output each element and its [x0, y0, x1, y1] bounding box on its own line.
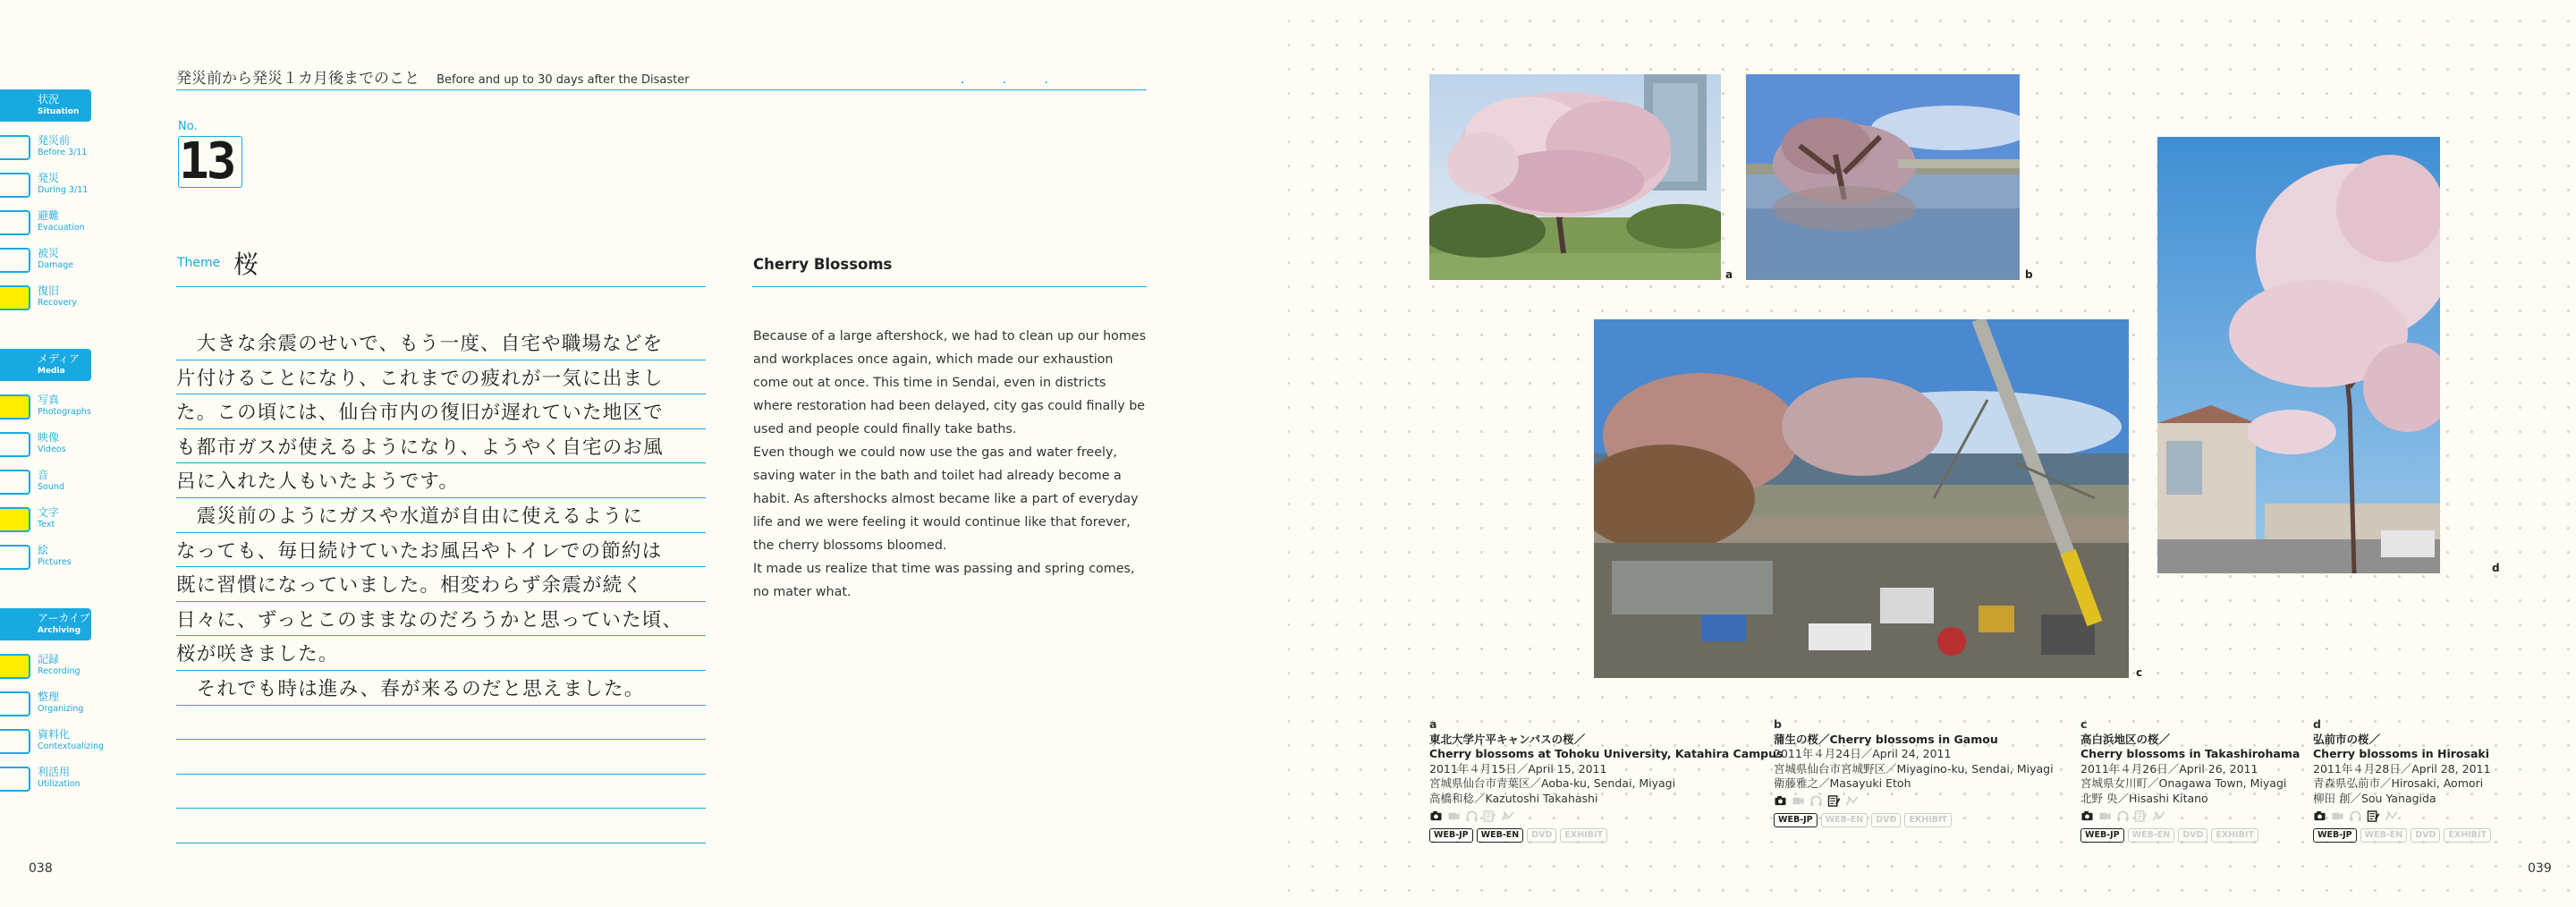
photo-caption-b [1774, 717, 2054, 827]
sidebar-item-marker [0, 545, 30, 570]
entry-number-label: No. [178, 120, 198, 133]
sidebar-item-marker [0, 691, 30, 716]
sidebar-item-label-en: Videos [38, 445, 66, 454]
caption-badges [1774, 813, 2054, 827]
sidebar-item-label-en: Photographs [38, 407, 91, 417]
sidebar-item-marker [0, 210, 30, 235]
sidebar-heading-en: Media [38, 367, 65, 376]
japanese-text-line: 震災前のようにガスや水道が自由に使えるように [176, 498, 706, 533]
sidebar-heading-jp: メディア [38, 352, 80, 365]
japanese-text-line: 呂に入れた人もいたようです。 [176, 463, 706, 498]
english-title: Cherry Blossoms [753, 256, 893, 273]
text-icon [2367, 810, 2380, 822]
page-number-right: 039 [2528, 861, 2552, 876]
sidebar-group-archiving [0, 608, 105, 803]
photo-c-letter: c [2136, 666, 2143, 679]
badge-dvd[interactable]: DVD [2411, 828, 2440, 843]
caption-badges [2080, 828, 2300, 843]
sidebar-item-marker [0, 285, 30, 310]
sidebar-item-label-en: Recovery [38, 298, 78, 308]
sidebar-item-label-jp: 文字 [38, 506, 60, 519]
caption-title-jp: 高白浜地区の桜／ [2080, 732, 2171, 746]
badge-exhibit[interactable]: EXHIBIT [2444, 828, 2491, 843]
camera-icon [2080, 810, 2094, 822]
sidebar-item-label-jp: 音 [38, 469, 49, 481]
japanese-text-line: 既に習慣になっていました。相変わらず余震が続く [176, 567, 706, 602]
photo-c-image [1594, 319, 2129, 678]
sidebar-item-marker [0, 654, 30, 679]
sidebar-item-label-jp: 資料化 [38, 728, 71, 741]
caption-date: 2011年４月26日／April 26, 2011 [2080, 761, 2258, 776]
sidebar-item-videos[interactable] [0, 431, 98, 469]
headphones-icon [2349, 810, 2362, 822]
sidebar-item-photographs[interactable] [0, 394, 98, 431]
sidebar-heading-archiving[interactable] [0, 608, 91, 640]
sidebar-item-recording[interactable] [0, 653, 98, 691]
camera-icon [2313, 810, 2326, 822]
sidebar-heading-situation[interactable] [0, 89, 91, 122]
pictures-icon [2385, 810, 2398, 822]
text-icon [1483, 810, 1496, 822]
sidebar-item-organizing[interactable] [0, 691, 98, 728]
entry-number: 13 [179, 132, 234, 191]
sidebar-item-marker [0, 173, 30, 198]
page-number-left: 038 [29, 861, 53, 876]
badge-dvd[interactable]: DVD [1527, 828, 1556, 843]
caption-badges [2313, 828, 2491, 843]
sidebar-item-label-jp: 整理 [38, 691, 60, 703]
japanese-text-line [176, 809, 706, 843]
headphones-icon [1465, 810, 1479, 822]
sidebar-item-damage[interactable] [0, 247, 98, 284]
sidebar-item-marker [0, 470, 30, 495]
sidebar-heading-en: Situation [38, 107, 80, 116]
photo-caption-d [2313, 717, 2491, 843]
sidebar-heading-jp: アーカイブ [38, 612, 90, 624]
japanese-text-line: 日々に、ずっとこのままなのだろうかと思っていた頃、 [176, 602, 706, 637]
chapter-title-en: Before and up to 30 days after the Disaster [436, 73, 690, 87]
caption-media-icons [2313, 810, 2491, 824]
caption-letter: a [1429, 717, 1437, 731]
caption-date: 2011年４月24日／April 24, 2011 [1774, 747, 1952, 761]
sidebar-heading-en: Archiving [38, 626, 81, 635]
pictures-icon [1845, 795, 1859, 807]
photo-a[interactable] [1429, 74, 1721, 280]
sidebar-group-media [0, 349, 98, 581]
sidebar-item-marker [0, 248, 30, 273]
sidebar-item-label-en: Utilization [38, 779, 80, 789]
pictures-icon [2152, 810, 2165, 822]
pictures-icon [1501, 810, 1514, 822]
japanese-body-text [176, 326, 706, 843]
badge-web-en[interactable]: WEB-EN [2128, 828, 2175, 843]
sidebar-item-label-en: Recording [38, 666, 80, 676]
caption-title-jp: 蒲生の桜／Cherry blossoms in Gamou [1774, 732, 1998, 746]
badge-dvd[interactable]: DVD [2178, 828, 2207, 843]
caption-title-en: Cherry blossoms at Tohoku University, Katahira Campus [1429, 747, 1784, 761]
theme-row [176, 242, 706, 287]
chapter-title-jp: 発災前から発災１カ月後までのこと [176, 70, 419, 88]
sidebar-heading-media[interactable] [0, 349, 91, 381]
caption-title-en: Cherry blossoms in Takashirohama [2080, 747, 2301, 761]
sidebar-item-recovery[interactable] [0, 284, 98, 322]
right-page [1288, 0, 2576, 907]
photo-a-letter: a [1725, 268, 1733, 281]
caption-place: 宮城県仙台市宮城野区／Miyagino-ku, Sendai, Miyagi [1774, 761, 2054, 776]
sidebar-item-evacuation[interactable] [0, 209, 98, 247]
sidebar-item-label-en: Pictures [38, 557, 72, 567]
sidebar-item-contextualizing[interactable] [0, 728, 105, 766]
sidebar-item-label-en: Before 3/11 [38, 148, 88, 157]
sidebar-item-before-3-11[interactable] [0, 134, 98, 172]
japanese-text-line [176, 775, 706, 810]
sidebar-item-marker [0, 394, 30, 420]
caption-place: 宮城県仙台市青葉区／Aoba-ku, Sendai, Miyagi [1429, 776, 1676, 791]
video-icon [2098, 810, 2112, 822]
badge-dvd[interactable]: DVD [1871, 813, 1901, 827]
sidebar-item-label-en: Organizing [38, 704, 84, 714]
photo-d-image [2157, 137, 2440, 573]
sidebar-item-text[interactable] [0, 506, 98, 544]
japanese-text-line [176, 740, 706, 775]
sidebar-index [0, 89, 105, 830]
caption-letter: b [1774, 717, 1782, 731]
japanese-text-line: なっても、毎日続けていたお風呂やトイレでの節約は [176, 533, 706, 568]
badge-web-jp[interactable]: WEB-JP [2313, 828, 2357, 843]
headphones-icon [1809, 795, 1823, 807]
sidebar-item-label-jp: 映像 [38, 431, 60, 444]
badge-exhibit[interactable]: EXHIBIT [2211, 828, 2258, 843]
sidebar-item-marker [0, 767, 30, 792]
video-icon [1792, 795, 1805, 807]
photo-c[interactable] [1594, 319, 2129, 678]
video-icon [2331, 810, 2344, 822]
video-icon [1447, 810, 1461, 822]
caption-title-jp: 弘前市の桜／ [2313, 732, 2381, 746]
sidebar-item-marker [0, 507, 30, 532]
caption-author: 柳田 創／Sou Yanagida [2313, 791, 2436, 805]
english-paragraph: Because of a large aftershock, we had to clean up our homes and workplaces once again, which made our exhaustion come out at once. This time in Sendai, even in districts where restoration had been delayed, city gas could finally be used and people could finally take baths. [753, 329, 1147, 437]
sidebar-item-label-jp: 被災 [38, 247, 60, 259]
sidebar-item-label-jp: 避難 [38, 209, 60, 222]
caption-media-icons [1774, 794, 2054, 809]
sidebar-item-label-en: During 3/11 [38, 185, 89, 195]
sidebar-item-label-en: Contextualizing [38, 742, 105, 751]
badge-exhibit[interactable]: EXHIBIT [1904, 813, 1952, 827]
sidebar-item-utilization[interactable] [0, 766, 98, 803]
sidebar-item-label-jp: 利活用 [38, 766, 71, 778]
header-dots: ... [960, 71, 1086, 87]
caption-title-en: Cherry blossoms in Hirosaki [2313, 747, 2489, 761]
sidebar-item-marker [0, 432, 30, 457]
caption-author: 北野 央／Hisashi Kitano [2080, 791, 2208, 805]
sidebar-item-marker [0, 135, 30, 160]
photo-b-image [1746, 74, 2020, 280]
caption-place: 宮城県女川町／Onagawa Town, Miyagi [2080, 776, 2287, 791]
badge-web-en[interactable]: WEB-EN [1477, 828, 1524, 843]
sidebar-item-label-jp: 絵 [38, 544, 49, 556]
japanese-text-line: 桜が咲きました。 [176, 636, 706, 671]
badge-web-en[interactable]: WEB-EN [2360, 828, 2408, 843]
japanese-text-line [176, 706, 706, 741]
caption-date: 2011年４月15日／April 15, 2011 [1429, 761, 1607, 776]
camera-icon [1429, 810, 1443, 822]
sidebar-item-label-jp: 写真 [38, 394, 60, 406]
photo-b[interactable] [1746, 74, 2020, 280]
japanese-text-line: た。この頃には、仙台市内の復旧が遅れていた地区で [176, 394, 706, 429]
sidebar-item-label-en: Evacuation [38, 223, 85, 233]
badge-web-en[interactable]: WEB-EN [1821, 813, 1868, 827]
sidebar-item-label-jp: 発災 [38, 172, 60, 184]
sidebar-item-label-en: Sound [38, 482, 64, 492]
text-icon [2134, 810, 2148, 822]
sidebar-item-pictures[interactable] [0, 544, 98, 581]
photo-a-image [1429, 74, 1721, 280]
english-body-text [753, 325, 1147, 604]
caption-date: 2011年４月28日／April 28, 2011 [2313, 761, 2491, 776]
english-paragraph: Even though we could now use the gas and water freely, saving water in the bath and toilet had already become a habit. As aftershocks almost became like a part of everyday life and we were feeling it would continue like that forever, the cherry blossoms bloomed. [753, 445, 1139, 553]
japanese-text-line: それでも時は進み、春が来るのだと思えました。 [176, 671, 706, 706]
photo-caption-a [1429, 717, 1783, 843]
caption-title-jp: 東北大学片平キャンパスの桜／ [1429, 732, 1586, 746]
english-title-row [752, 242, 1147, 287]
camera-icon [1774, 795, 1787, 807]
caption-badges [1429, 828, 1783, 843]
headphones-icon [2116, 810, 2130, 822]
sidebar-item-label-en: Text [38, 520, 55, 530]
photo-d-letter: d [2492, 562, 2500, 574]
photo-caption-c [2080, 717, 2300, 843]
sidebar-item-during-3-11[interactable] [0, 172, 98, 209]
sidebar-item-label-jp: 復旧 [38, 284, 60, 297]
caption-place: 青森県弘前市／Hirosaki, Aomori [2313, 776, 2484, 791]
caption-author: 高橋和稔／Kazutoshi Takahashi [1429, 791, 1598, 805]
badge-web-jp[interactable]: WEB-JP [1774, 813, 1818, 827]
caption-media-icons [1429, 810, 1783, 824]
text-icon [1827, 795, 1841, 807]
caption-author: 衛藤雅之／Masayuki Etoh [1774, 776, 1911, 791]
japanese-text-line: も都市ガスが使えるようになり、ようやく自宅のお風 [176, 429, 706, 464]
japanese-text-line: 大きな余震のせいで、もう一度、自宅や職場などを [176, 326, 706, 360]
sidebar-item-marker [0, 729, 30, 754]
sidebar-heading-jp: 状況 [38, 93, 60, 106]
sidebar-item-label-en: Damage [38, 260, 74, 270]
sidebar-item-label-jp: 記録 [38, 653, 60, 665]
badge-web-jp[interactable]: WEB-JP [2080, 828, 2124, 843]
badge-web-jp[interactable]: WEB-JP [1429, 828, 1473, 843]
theme-value: 桜 [233, 250, 259, 279]
english-paragraph: It made us realize that time was passing and spring comes, no mater what. [753, 562, 1135, 599]
theme-label: Theme [177, 256, 221, 270]
caption-letter: d [2313, 717, 2321, 731]
chapter-header [176, 65, 1147, 90]
caption-media-icons [2080, 810, 2300, 824]
japanese-text-line: 片付けることになり、これまでの疲れが一気に出まし [176, 360, 706, 395]
caption-letter: c [2080, 717, 2088, 731]
sidebar-item-sound[interactable] [0, 469, 98, 506]
sidebar-item-label-jp: 発災前 [38, 134, 71, 147]
photo-b-letter: b [2025, 268, 2033, 281]
photo-d[interactable] [2157, 137, 2440, 573]
sidebar-group-situation [0, 89, 98, 322]
badge-exhibit[interactable]: EXHIBIT [1560, 828, 1607, 843]
